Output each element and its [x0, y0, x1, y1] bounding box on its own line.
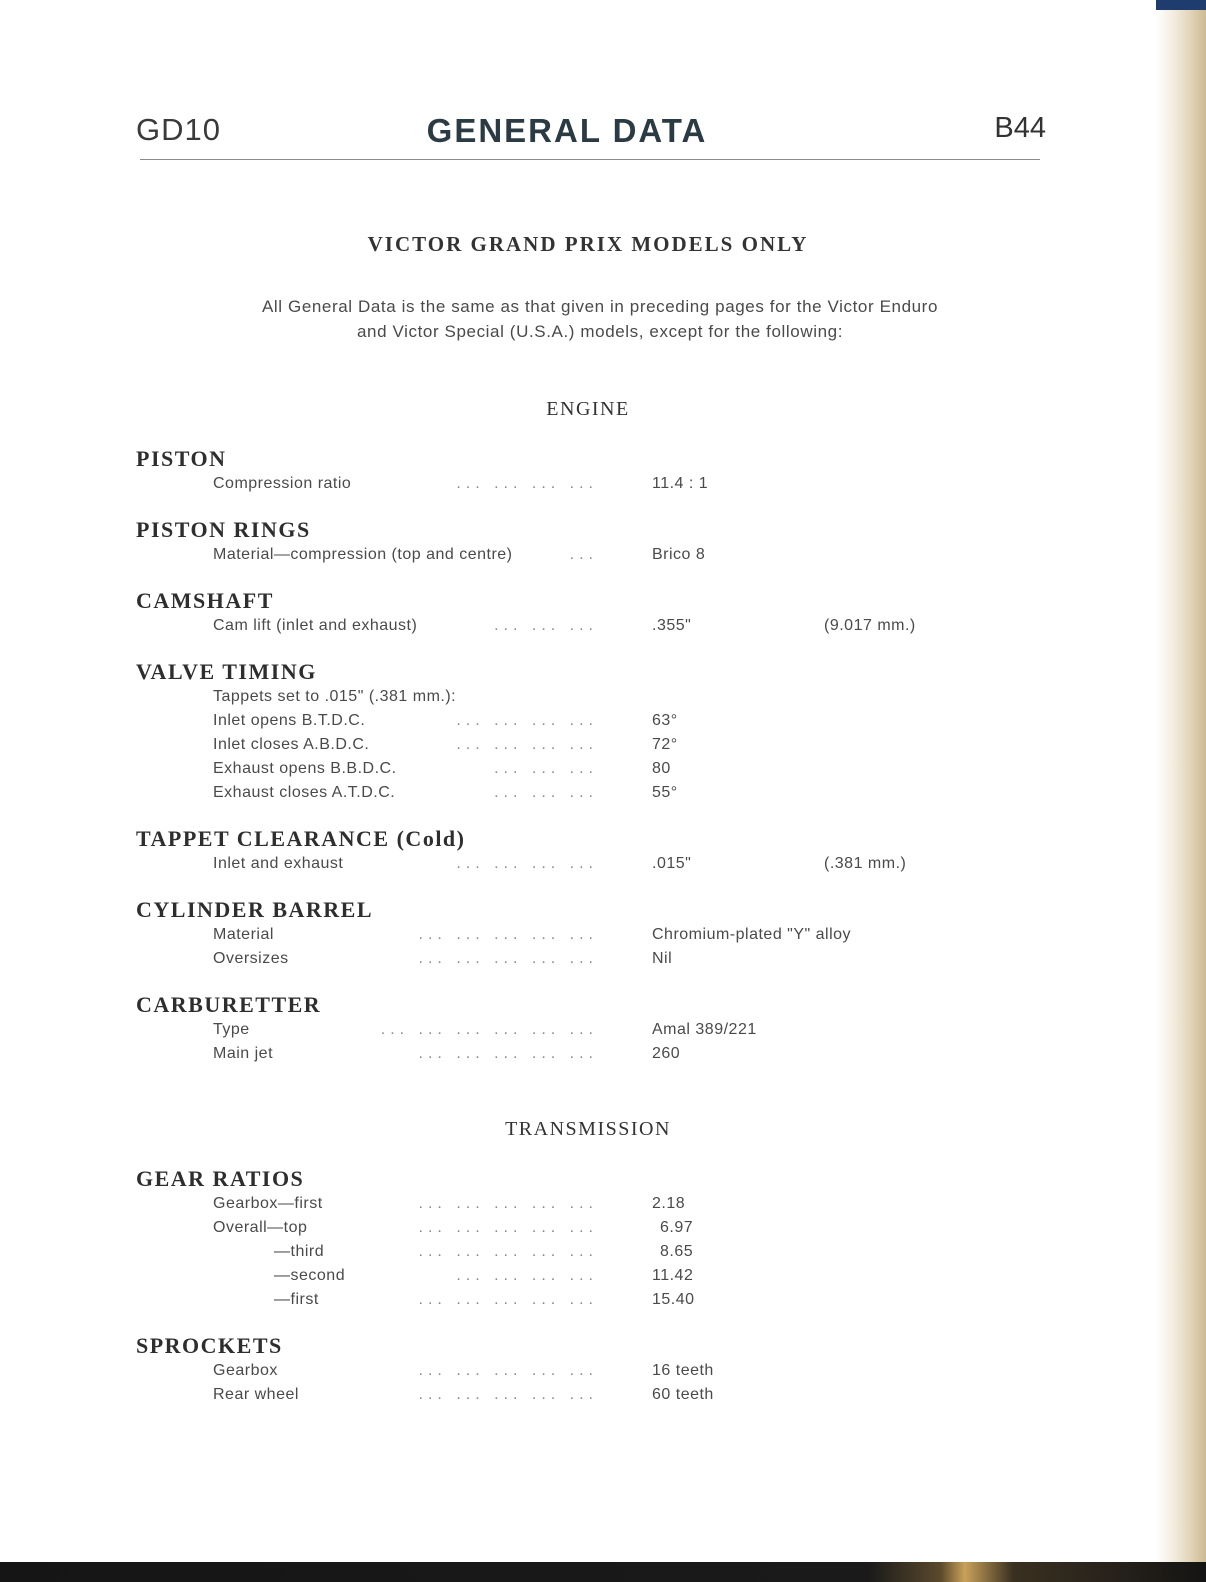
data-row	[136, 614, 1036, 638]
row-metric: (9.017 mm.)	[824, 617, 916, 634]
group-sprockets	[136, 1333, 1036, 1407]
group-valve-timing	[136, 659, 1036, 805]
row-value: Chromium-plated "Y" alloy	[652, 926, 852, 943]
row-value: .355"	[652, 617, 692, 634]
data-row	[136, 1264, 1036, 1288]
row-label: Compression ratio	[213, 475, 352, 492]
intro-paragraph	[200, 294, 1000, 344]
dot-leader: ... ... ... ...	[456, 1267, 598, 1284]
dot-leader: ...	[569, 546, 598, 563]
section-heading-engine: ENGINE	[546, 398, 630, 420]
page-header	[136, 112, 1046, 162]
header-rule	[140, 159, 1040, 160]
dot-leader: ... ... ... ... ...	[418, 1195, 598, 1212]
dot-leader: ... ... ...	[494, 784, 598, 801]
row-label: Main jet	[213, 1045, 274, 1062]
row-value: 260	[652, 1045, 681, 1062]
row-note: Tappets set to .015" (.381 mm.):	[213, 688, 457, 705]
row-label: Material	[213, 926, 274, 943]
group-heading: CAMSHAFT	[136, 588, 274, 613]
data-row	[136, 852, 1036, 876]
row-label: Inlet opens B.T.D.C.	[213, 712, 366, 729]
dot-leader: ... ... ... ... ...	[418, 1243, 598, 1260]
group-piston-rings	[136, 517, 1036, 567]
row-value: 2.18	[652, 1195, 686, 1212]
row-label: Cam lift (inlet and exhaust)	[213, 617, 418, 634]
row-value: 6.97	[660, 1219, 694, 1236]
page-edge-corner	[1156, 0, 1206, 10]
row-label: Exhaust closes A.T.D.C.	[213, 784, 396, 801]
dot-leader: ... ... ... ... ... ...	[380, 1021, 598, 1038]
data-row	[136, 923, 1036, 947]
dot-leader: ... ... ... ... ...	[418, 1291, 598, 1308]
page-edge-bottom	[0, 1562, 1206, 1582]
data-row	[136, 1216, 1036, 1240]
data-row	[136, 1192, 1036, 1216]
data-row	[136, 781, 1036, 805]
model-code: B44	[994, 112, 1046, 144]
row-value: Nil	[652, 950, 673, 967]
section-code: GD10	[136, 112, 221, 147]
group-carburetter	[136, 992, 1036, 1066]
data-row	[136, 685, 1036, 709]
row-value: 11.42	[652, 1267, 694, 1284]
group-heading: SPROCKETS	[136, 1333, 283, 1358]
group-heading: CARBURETTER	[136, 992, 322, 1017]
intro-line: and Victor Special (U.S.A.) models, except for the following:	[356, 322, 844, 341]
data-row	[136, 1042, 1036, 1066]
group-heading: PISTON RINGS	[136, 517, 311, 542]
group-heading: VALVE TIMING	[136, 659, 317, 684]
row-value: 72°	[652, 736, 678, 753]
row-label: Rear wheel	[213, 1386, 299, 1403]
row-label: Exhaust opens B.B.D.C.	[213, 760, 397, 777]
data-row	[136, 1359, 1036, 1383]
data-row	[136, 1018, 1036, 1042]
dot-leader: ... ... ... ...	[456, 712, 598, 729]
dot-leader: ... ... ... ...	[456, 475, 598, 492]
dot-leader: ... ... ... ... ...	[418, 950, 598, 967]
group-heading: CYLINDER BARREL	[136, 897, 374, 922]
data-row	[136, 709, 1036, 733]
row-value: 11.4 : 1	[652, 475, 709, 492]
row-value: 60 teeth	[652, 1386, 714, 1403]
dot-leader: ... ... ...	[494, 760, 598, 777]
row-value: Brico 8	[652, 546, 706, 563]
row-label: Gearbox	[213, 1362, 278, 1379]
row-label: —third	[274, 1243, 325, 1260]
group-heading: PISTON	[136, 446, 227, 471]
section-heading-transmission: TRANSMISSION	[505, 1118, 671, 1140]
row-label: Type	[213, 1021, 250, 1038]
row-label: Inlet closes A.B.D.C.	[213, 736, 370, 753]
data-row	[136, 1288, 1036, 1312]
data-row	[136, 947, 1036, 971]
dot-leader: ... ... ... ... ...	[418, 1045, 598, 1062]
data-row	[136, 472, 1036, 496]
page-title: GENERAL DATA	[426, 112, 708, 149]
dot-leader: ... ... ... ... ...	[418, 1362, 598, 1379]
row-value: 80	[652, 760, 671, 777]
group-cylinder-barrel	[136, 897, 1036, 971]
group-heading: TAPPET CLEARANCE (Cold)	[136, 826, 466, 851]
row-value: 63°	[652, 712, 678, 729]
group-heading: GEAR RATIOS	[136, 1166, 305, 1191]
row-value: .015"	[652, 855, 692, 872]
row-label: —second	[274, 1267, 346, 1284]
data-row	[136, 1383, 1036, 1407]
group-gear-ratios	[136, 1166, 1036, 1312]
dot-leader: ... ... ...	[494, 617, 598, 634]
data-row	[136, 757, 1036, 781]
row-value: 55°	[652, 784, 678, 801]
group-tappet-clearance	[136, 826, 1036, 876]
data-row	[136, 733, 1036, 757]
row-label: —first	[274, 1291, 319, 1308]
group-camshaft	[136, 588, 1036, 638]
row-label: Gearbox—first	[213, 1195, 323, 1212]
row-label: Inlet and exhaust	[213, 855, 344, 872]
dot-leader: ... ... ... ...	[456, 736, 598, 753]
row-value: 8.65	[660, 1243, 694, 1260]
row-value: Amal 389/221	[652, 1021, 757, 1038]
row-label: Material—compression (top and centre)	[213, 546, 513, 563]
intro-line: All General Data is the same as that given in preceding pages for the Victor Enduro	[261, 297, 938, 316]
dot-leader: ... ... ... ... ...	[418, 1219, 598, 1236]
row-label: Oversizes	[213, 950, 289, 967]
row-metric: (.381 mm.)	[824, 855, 907, 872]
document-title: VICTOR GRAND PRIX MODELS ONLY	[367, 232, 809, 256]
row-value: 15.40	[652, 1291, 695, 1308]
dot-leader: ... ... ... ... ...	[418, 926, 598, 943]
dot-leader: ... ... ... ... ...	[418, 1386, 598, 1403]
group-piston	[136, 446, 1036, 496]
data-row	[136, 543, 1036, 567]
dot-leader: ... ... ... ...	[456, 855, 598, 872]
row-value: 16 teeth	[652, 1362, 714, 1379]
row-label: Overall—top	[213, 1219, 308, 1236]
data-row	[136, 1240, 1036, 1264]
